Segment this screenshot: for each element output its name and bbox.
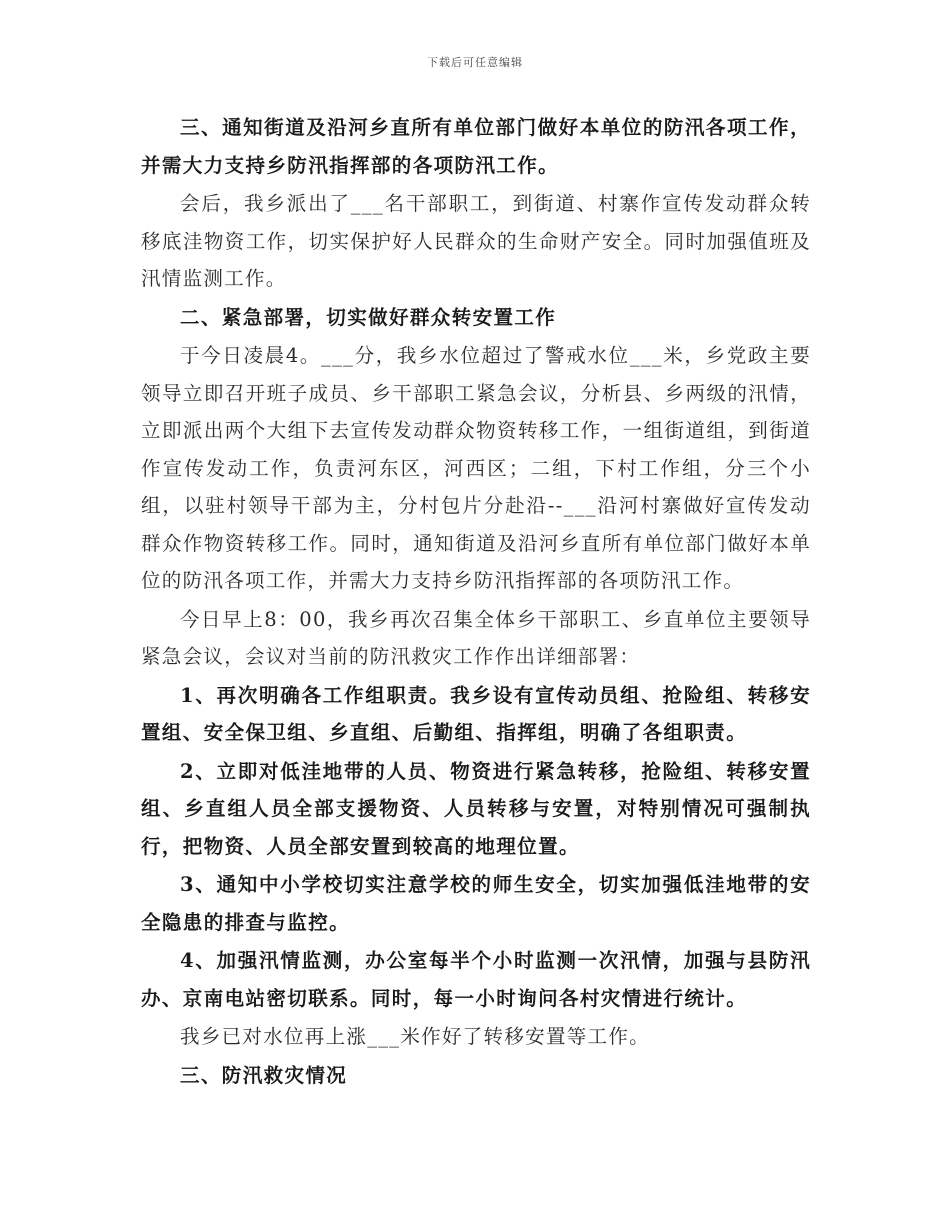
list-item: 4、加强汛情监测，办公室每半个小时监测一次汛情，加强与县防汛办、京南电站密切联系。同时，每一小时询问各村灾情进行统计。 xyxy=(141,949,811,1010)
list-item: 2、立即对低洼地带的人员、物资进行紧急转移，抢险组、转移安置组、乡直组人员全部支援物资、人员转移与安置，对特别情况可强制执行，把物资、人员全部安置到较高的地理位置。 xyxy=(141,759,811,858)
document-body xyxy=(141,109,811,1095)
list-item: 3、通知中小学校切实注意学校的师生安全，切实加强低洼地带的安全隐患的排查与监控。 xyxy=(141,873,811,934)
page-header: 下载后可任意编辑 xyxy=(427,56,523,69)
paragraph: 于今日凌晨4。___分，我乡水位超过了警戒水位___米，乡党政主要领导立即召开班子成员、乡干部职工紧急会议，分析县、乡两级的汛情，立即派出两个大组下去宣传发动群众物资转移工作，一组街道组，到街道作宣传发动工作，负责河东区，河西区；二组，下村工作组，分三个小组，以驻村领导干部为主，分村包片分赴沿--___沿河村寨做好宣传发动群众作物资转移工作。同时，通知街道及沿河乡直所有单位部门做好本单位的防汛各项工作，并需大力支持乡防汛指挥部的各项防汛工作。 xyxy=(141,344,811,592)
paragraph: 会后，我乡派出了___名干部职工，到街道、村寨作宣传发动群众转移底洼物资工作，切实保护好人民群众的生命财产安全。同时加强值班及汛情监测工作。 xyxy=(141,192,811,290)
section-heading: 二、紧急部署，切实做好群众转安置工作 xyxy=(180,305,557,329)
paragraph: 今日早上8：00，我乡再次召集全体乡干部职工、乡直单位主要领导紧急会议，会议对当前的防汛救灾工作作出详细部署： xyxy=(141,607,811,668)
list-item: 1、再次明确各工作组职责。我乡设有宣传动员组、抢险组、转移安置组、安全保卫组、乡直组、后勤组、指挥组，明确了各组职责。 xyxy=(141,683,811,744)
paragraph: 我乡已对水位再上涨___米作好了转移安置等工作。 xyxy=(180,1025,650,1048)
paragraph: 三、通知街道及沿河乡直所有单位部门做好本单位的防汛各项工作，并需大力支持乡防汛指挥部的各项防汛工作。 xyxy=(141,116,811,177)
section-heading: 三、防汛救灾情况 xyxy=(180,1063,348,1087)
